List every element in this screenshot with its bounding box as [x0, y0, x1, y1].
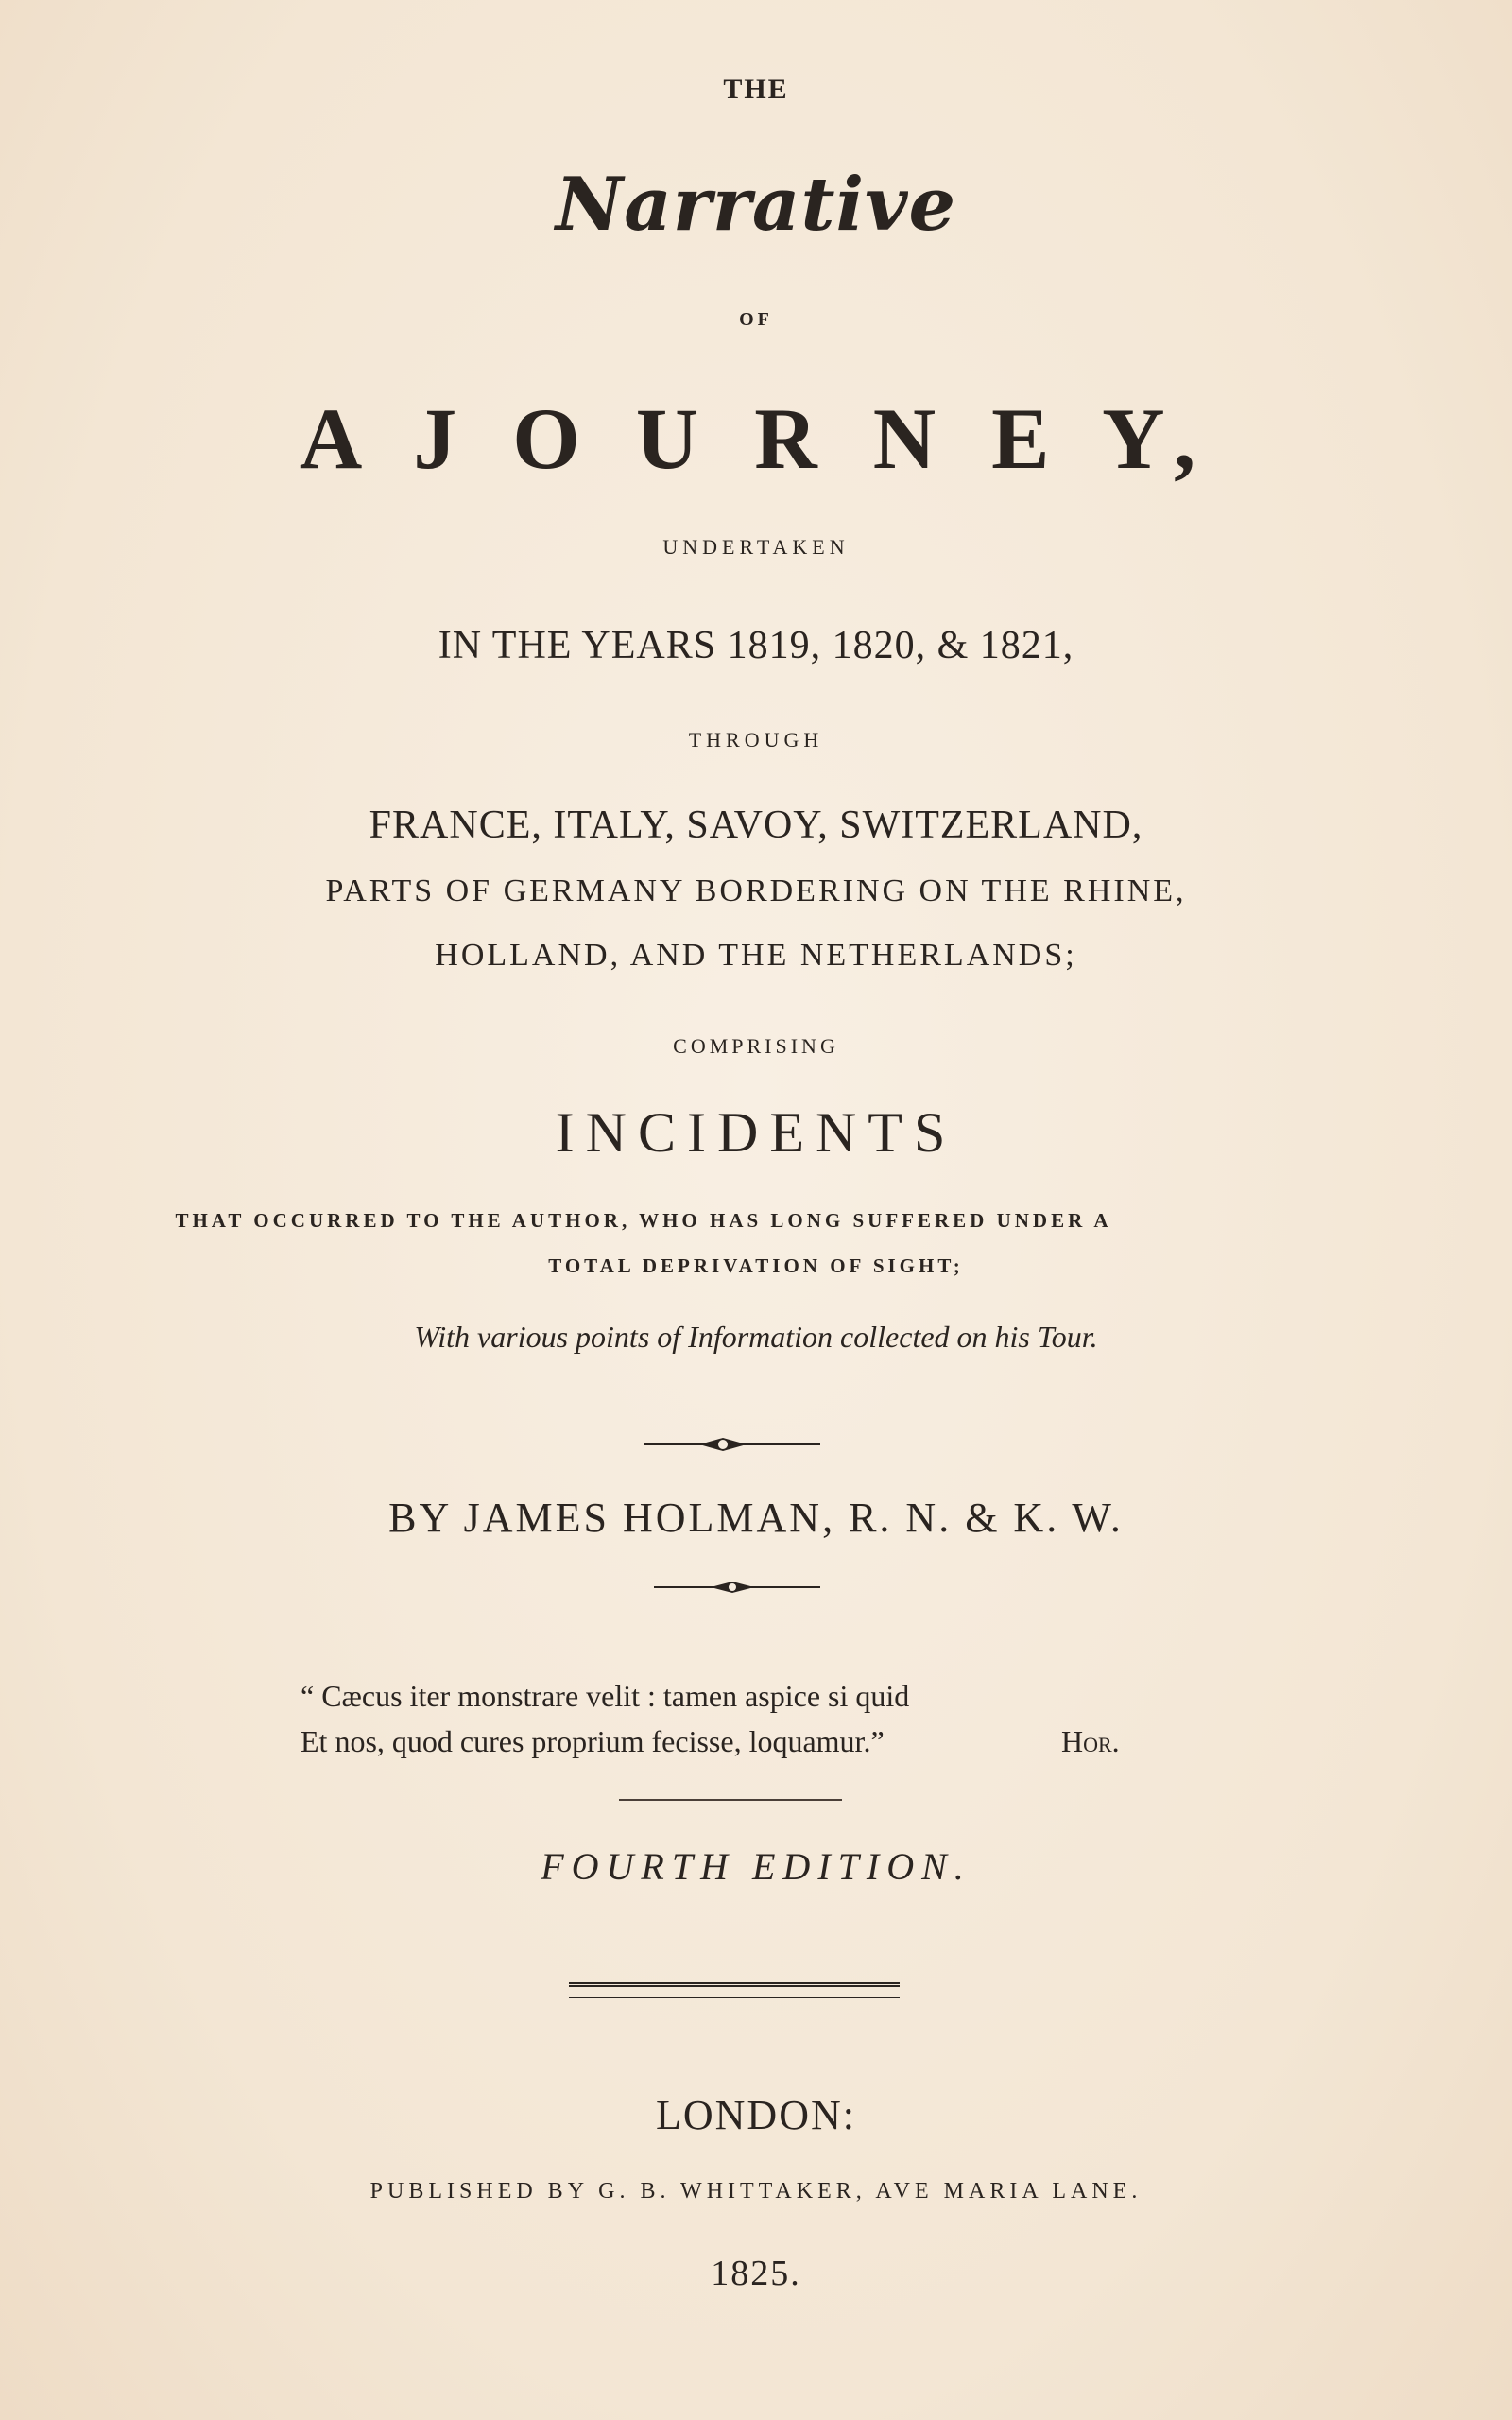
- journey-heading: A J O U R N E Y,: [299, 390, 1213, 487]
- countries-line-3: HOLLAND, AND THE NETHERLANDS;: [435, 938, 1077, 973]
- incidents-line-1: THAT OCCURRED TO THE AUTHOR, WHO HAS LONG SUFFERED UNDER A: [175, 1209, 1112, 1232]
- year-line: 1825.: [711, 2254, 801, 2293]
- edition-line: FOURTH EDITION.: [541, 1845, 971, 1888]
- divider-rule: [619, 1799, 842, 1801]
- epigraph-line-2-row: [301, 1719, 1198, 1764]
- the-heading: THE: [723, 74, 789, 105]
- incidents-heading: INCIDENTS: [555, 1101, 957, 1164]
- of-label: OF: [739, 309, 773, 330]
- epigraph-source: Hor.: [1061, 1724, 1120, 1758]
- epigraph-line-1: “ Cæcus iter monstrare velit : tamen aspice si quid: [301, 1679, 910, 1713]
- ornament-rule-top: [643, 1432, 822, 1457]
- through-label: THROUGH: [688, 728, 824, 752]
- incidents-line-2: TOTAL DEPRIVATION OF SIGHT;: [548, 1254, 964, 1277]
- undertaken-label: UNDERTAKEN: [662, 535, 850, 559]
- publisher-line: PUBLISHED BY G. B. WHITTAKER, AVE MARIA LANE.: [369, 2179, 1143, 2204]
- city-line: LONDON:: [656, 2092, 856, 2138]
- countries-line-2: PARTS OF GERMANY BORDERING ON THE RHINE,: [325, 873, 1187, 908]
- information-line: With various points of Information collected on his Tour.: [414, 1320, 1098, 1354]
- double-rule: [569, 1982, 900, 1987]
- years-line: IN THE YEARS 1819, 1820, & 1821,: [438, 624, 1074, 667]
- comprising-label: COMPRISING: [673, 1034, 839, 1058]
- ornament-rule-bottom: [652, 1576, 822, 1599]
- author-line: BY JAMES HOLMAN, R. N. & K. W.: [388, 1495, 1124, 1541]
- countries-line-1: FRANCE, ITALY, SAVOY, SWITZERLAND,: [369, 804, 1143, 847]
- narrative-title: Narrative: [555, 162, 957, 248]
- thin-rule: [569, 1996, 900, 1998]
- epigraph-line-2: Et nos, quod cures proprium fecisse, loquamur.”: [301, 1724, 885, 1758]
- epigraph: [301, 1673, 1198, 1764]
